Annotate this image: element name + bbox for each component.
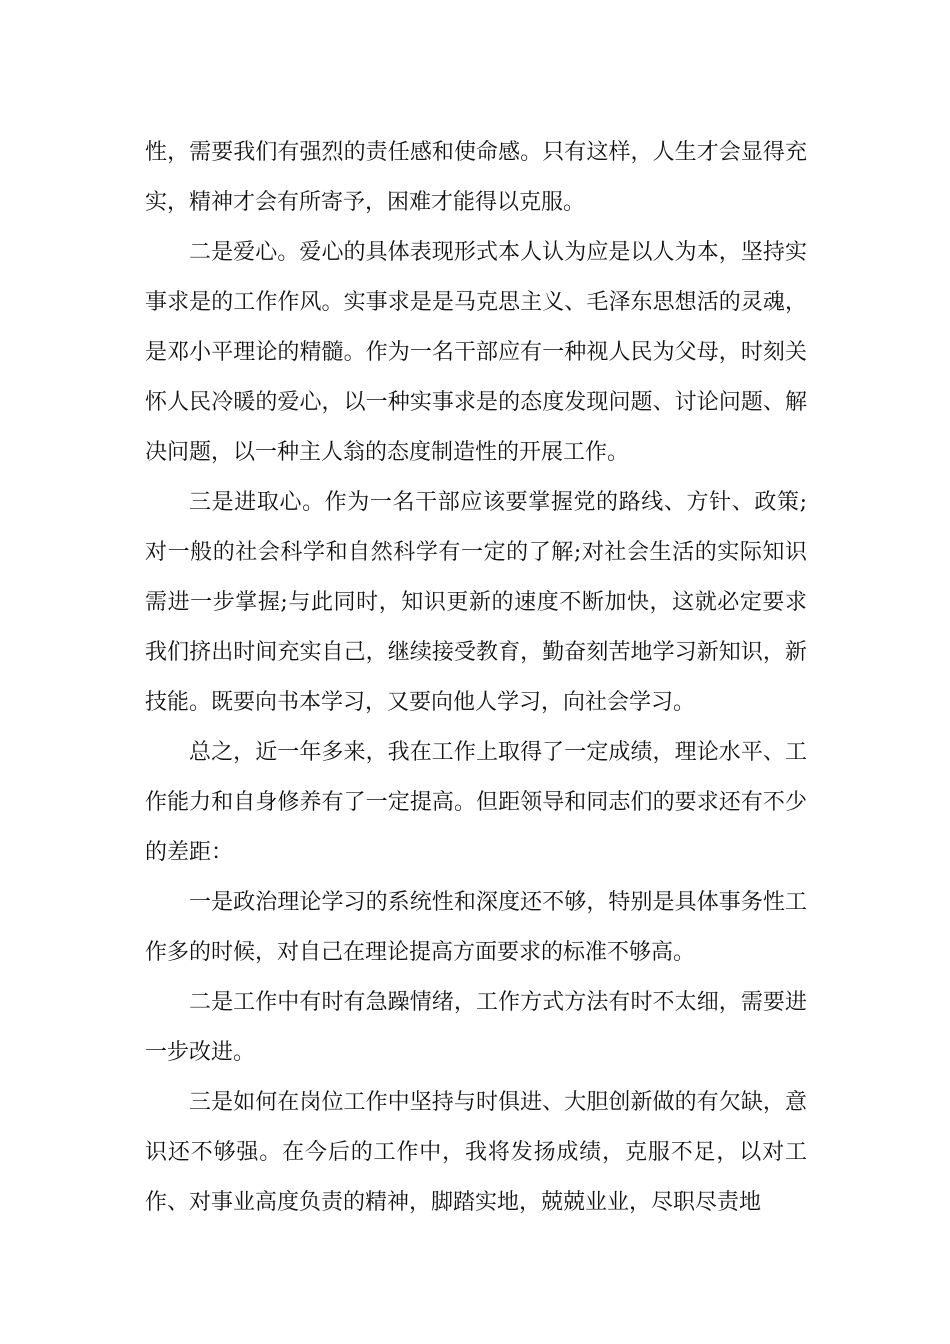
- paragraph-gap-one: 一是政治理论学习的系统性和深度还不够，特别是具体事务性工作多的时候，对自己在理论提高方面要求的标准不够高。: [145, 890, 807, 965]
- document-body: [145, 128, 807, 1228]
- paragraph-gap-three: 三是如何在岗位工作中坚持与时俱进、大胆创新做的有欠缺，意识还不够强。在今后的工作中，我将发扬成绩，克服不足，以对工作、对事业高度负责的精神，脚踏实地，兢兢业业，尽职尽责地: [145, 1090, 807, 1215]
- paragraph-summary: 总之，近一年多来，我在工作上取得了一定成绩，理论水平、工作能力和自身修养有了一定提高。但距领导和同志们的要求还有不少的差距：: [145, 740, 807, 865]
- paragraph-love: 二是爱心。爱心的具体表现形式本人认为应是以人为本，坚持实事求是的工作作风。实事求是是马克思主义、毛泽东思想活的灵魂，是邓小平理论的精髓。作为一名干部应有一种视人民为父母，时刻关怀人民冷暖的爱心，以一种实事求是的态度发现问题、讨论问题、解决问题，以一种主人翁的态度制造性的开展工作。: [145, 240, 807, 465]
- paragraph-enterprise: 三是进取心。作为一名干部应该要掌握党的路线、方针、政策;对一般的社会科学和自然科学有一定的了解;对社会生活的实际知识需进一步掌握;与此同时，知识更新的速度不断加快，这就必定要求我们挤出时间充实自己，继续接受教育，勤奋刻苦地学习新知识，新技能。既要向书本学习，又要向他人学习，向社会学习。: [145, 490, 807, 715]
- paragraph-gap-two: 二是工作中有时有急躁情绪，工作方式方法有时不太细，需要进一步改进。: [145, 990, 807, 1065]
- paragraph-continued: 性，需要我们有强烈的责任感和使命感。只有这样，人生才会显得充实，精神才会有所寄予，困难才能得以克服。: [145, 140, 807, 215]
